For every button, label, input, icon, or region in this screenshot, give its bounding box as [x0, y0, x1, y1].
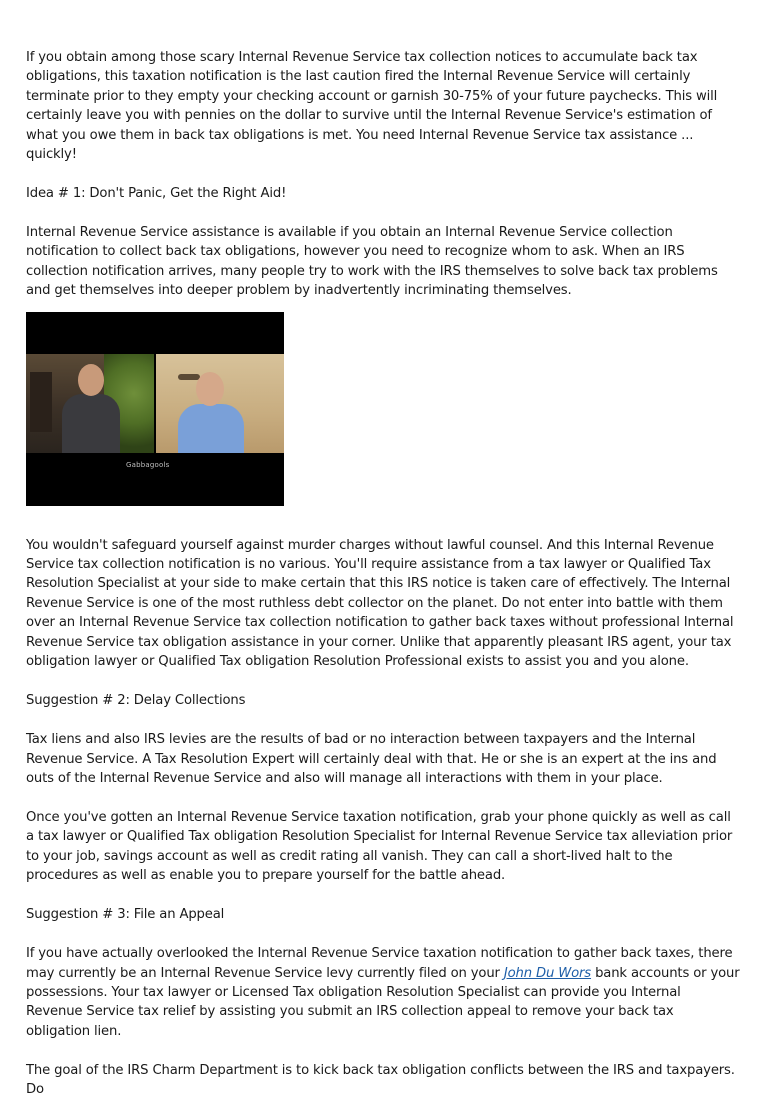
john-du-wors-link[interactable]: John Du Wors	[503, 965, 592, 981]
heading-idea-1: Idea # 1: Don't Panic, Get the Right Aid!	[26, 186, 287, 202]
heading-suggestion-2: Suggestion # 2: Delay Collections	[26, 693, 246, 709]
paragraph-appeal-start: If you have actually overlooked the Internal Revenue Service taxation notification to gather back taxes, there may currently be an Internal Revenue Service levy currently filed on your	[26, 946, 733, 981]
paragraph-notification: Once you've gotten an Internal Revenue Service taxation notification, grab your phone quickly as well as call a tax lawyer or Qualified Tax obligation Resolution Specialist for Internal Revenue Service tax alleviation prior to your job, savings account as well as credit rating all vanish. They can call a short-lived halt to the procedures as well as enable you to prepare yourself for the battle ahead.	[26, 809, 733, 884]
video-thumbnail[interactable]	[26, 312, 284, 506]
paragraph-intro: If you obtain among those scary Internal Revenue Service tax collection notices to accumulate back tax obligations, this taxation notification is the last caution fired the Internal Revenue Service will certainly terminate prior to they empty your checking account or garnish 30-75% of your future paychecks. This will certainly leave you with pennies on the dollar to survive until the Internal Revenue Service's estimation of what you owe them in back tax obligations is met. You need Internal Revenue Service tax assistance ... quickly!	[26, 50, 718, 163]
video-logo: Gabbagools	[126, 460, 170, 469]
paragraph-assistance: Internal Revenue Service assistance is available if you obtain an Internal Revenue Service collection notification to collect back tax obligations, however you need to recognize whom to ask. When an IRS collection notification arrives, many people try to work with the IRS themselves to solve back tax problems and get themselves into deeper problem by inadvertently incriminating themselves.	[26, 225, 718, 299]
video-left-speaker	[26, 354, 154, 453]
heading-suggestion-3: Suggestion # 3: File an Appeal	[26, 907, 225, 923]
paragraph-charm-department: The goal of the IRS Charm Department is to kick back tax obligation conflicts between the IRS and taxpayers. Do	[26, 1062, 735, 1098]
video-right-speaker	[156, 354, 284, 453]
document-body	[26, 48, 740, 1100]
paragraph-liens: Tax liens and also IRS levies are the results of bad or no interaction between taxpayers and the Internal Revenue Service. A Tax Resolution Expert will certainly deal with that. He or she is an expert at the ins and outs of the Internal Revenue Service and also will manage all interactions with them in your place.	[26, 732, 717, 786]
paragraph-appeal	[26, 944, 740, 1041]
paragraph-appeal-end: bank accounts or your possessions. Your tax lawyer or Licensed Tax obligation Resolution Specialist can provide you Internal Revenue Service tax relief by assisting you submit an IRS collection appeal to remove your back tax obligation lien.	[26, 965, 740, 1039]
paragraph-counsel: You wouldn't safeguard yourself against murder charges without lawful counsel. And this Internal Revenue Service tax collection notification is no various. You'll require assistance from a tax lawyer or Qualified Tax Resolution Specialist at your side to make certain that this IRS notice is taken care of effectively. The Internal Revenue Service is one of the most ruthless debt collector on the planet. Do not enter into battle with them over an Internal Revenue Service tax collection notification to gather back taxes without professional Internal Revenue Service tax obligation assistance in your corner. Unlike that apparently pleasant IRS agent, your tax obligation lawyer or Qualified Tax obligation Resolution Professional exists to assist you and you alone.	[26, 537, 734, 670]
